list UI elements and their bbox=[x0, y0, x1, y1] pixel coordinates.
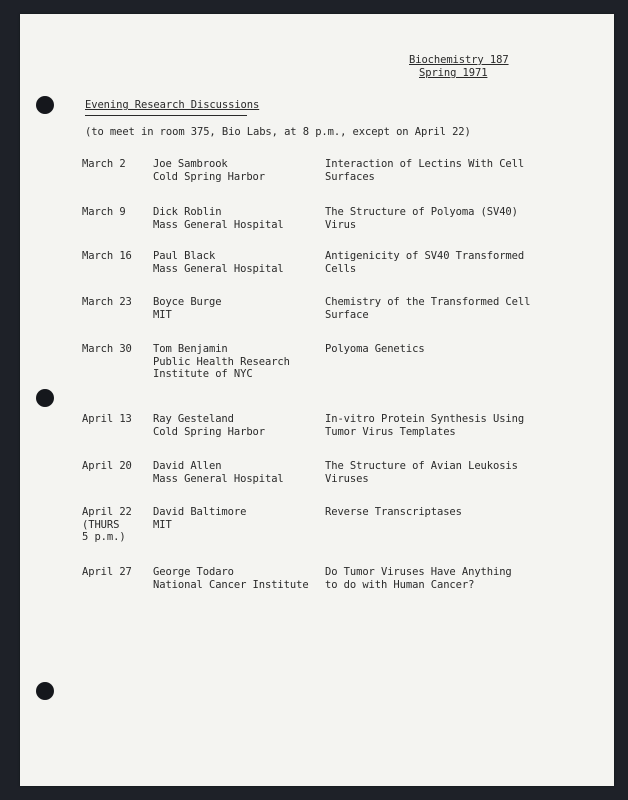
session-speaker-line: Tom Benjamin bbox=[153, 343, 228, 355]
session-speaker-line: Paul Black bbox=[153, 250, 216, 262]
session-topic-line: Tumor Virus Templates bbox=[325, 425, 456, 438]
session-speaker bbox=[153, 158, 265, 183]
session-topic bbox=[325, 158, 524, 183]
session-speaker bbox=[153, 413, 265, 438]
session-topic-line: Viruses bbox=[325, 472, 369, 485]
session-date-line: April 27 bbox=[82, 566, 132, 578]
session-speaker-line: Cold Spring Harbor bbox=[153, 425, 265, 438]
session-speaker-line: Mass General Hospital bbox=[153, 472, 284, 485]
session-speaker-line: Dick Roblin bbox=[153, 206, 222, 218]
session-date bbox=[82, 413, 132, 426]
session-date-line: (THURS bbox=[82, 518, 120, 531]
session-speaker-line: Institute of NYC bbox=[153, 368, 253, 380]
session-topic-line: In-vitro Protein Synthesis Using bbox=[325, 413, 525, 425]
session-topic-line: Surface bbox=[325, 308, 369, 321]
session-speaker bbox=[153, 506, 246, 531]
session-topic bbox=[325, 343, 425, 356]
punch-hole bbox=[36, 682, 54, 700]
session-speaker bbox=[153, 206, 284, 231]
session-speaker-line: Mass General Hospital bbox=[153, 218, 284, 231]
session-speaker-line: MIT bbox=[153, 518, 172, 531]
session-date bbox=[82, 158, 126, 171]
session-speaker-line: David Allen bbox=[153, 460, 222, 472]
session-speaker bbox=[153, 566, 309, 591]
session-speaker-line: Boyce Burge bbox=[153, 296, 222, 308]
page-subtitle: (to meet in room 375, Bio Labs, at 8 p.m., except on April 22) bbox=[85, 126, 471, 138]
session-topic-line: Cells bbox=[325, 262, 357, 275]
session-topic-line: Interaction of Lectins With Cell bbox=[325, 158, 525, 170]
session-date bbox=[82, 506, 132, 544]
session-speaker-line: National Cancer Institute bbox=[153, 578, 309, 591]
document-page bbox=[20, 14, 614, 786]
session-topic-line: Reverse Transcriptases bbox=[325, 506, 462, 518]
session-speaker-line: Ray Gesteland bbox=[153, 413, 234, 425]
course-term: Spring 1971 bbox=[419, 67, 488, 79]
session-speaker bbox=[153, 296, 221, 321]
session-speaker-line: George Todaro bbox=[153, 566, 234, 578]
session-topic bbox=[325, 250, 524, 275]
course-name: Biochemistry 187 bbox=[409, 54, 509, 66]
session-topic-line: The Structure of Polyoma (SV40) bbox=[325, 206, 518, 218]
session-topic-line: Surfaces bbox=[325, 170, 375, 183]
session-date-line: March 2 bbox=[82, 158, 126, 170]
session-date bbox=[82, 460, 132, 473]
page-title: Evening Research Discussions bbox=[85, 99, 260, 111]
session-date-line: March 30 bbox=[82, 343, 132, 355]
session-topic-line: The Structure of Avian Leukosis bbox=[325, 460, 518, 472]
session-date-line: April 22 bbox=[82, 506, 132, 518]
session-topic-line: Do Tumor Viruses Have Anything bbox=[325, 566, 512, 578]
session-topic bbox=[325, 413, 524, 438]
punch-hole bbox=[36, 389, 54, 407]
session-speaker-line: David Baltimore bbox=[153, 506, 247, 518]
session-topic-line: to do with Human Cancer? bbox=[325, 578, 475, 591]
session-topic-line: Virus bbox=[325, 218, 357, 231]
session-topic bbox=[325, 296, 530, 321]
session-date-line: March 9 bbox=[82, 206, 126, 218]
session-date-line: March 23 bbox=[82, 296, 132, 308]
title-double-underline bbox=[85, 115, 247, 116]
session-topic-line: Chemistry of the Transformed Cell bbox=[325, 296, 531, 308]
session-speaker-line: Public Health Research bbox=[153, 355, 290, 368]
session-date-line: March 16 bbox=[82, 250, 132, 262]
session-speaker bbox=[153, 460, 284, 485]
session-date bbox=[82, 206, 126, 219]
session-speaker-line: MIT bbox=[153, 308, 172, 321]
session-date bbox=[82, 566, 132, 579]
session-date bbox=[82, 343, 132, 356]
session-date-line: April 20 bbox=[82, 460, 132, 472]
session-date-line: April 13 bbox=[82, 413, 132, 425]
session-topic-line: Antigenicity of SV40 Transformed bbox=[325, 250, 525, 262]
session-speaker-line: Joe Sambrook bbox=[153, 158, 228, 170]
session-topic bbox=[325, 460, 518, 485]
session-date bbox=[82, 296, 132, 309]
session-date bbox=[82, 250, 132, 263]
session-topic bbox=[325, 506, 462, 519]
session-speaker bbox=[153, 250, 284, 275]
session-speaker-line: Cold Spring Harbor bbox=[153, 170, 265, 183]
punch-hole bbox=[36, 96, 54, 114]
session-speaker bbox=[153, 343, 290, 381]
session-date-line: 5 p.m.) bbox=[82, 531, 126, 543]
session-topic-line: Polyoma Genetics bbox=[325, 343, 425, 355]
session-speaker-line: Mass General Hospital bbox=[153, 262, 284, 275]
session-topic bbox=[325, 206, 518, 231]
session-topic bbox=[325, 566, 512, 591]
